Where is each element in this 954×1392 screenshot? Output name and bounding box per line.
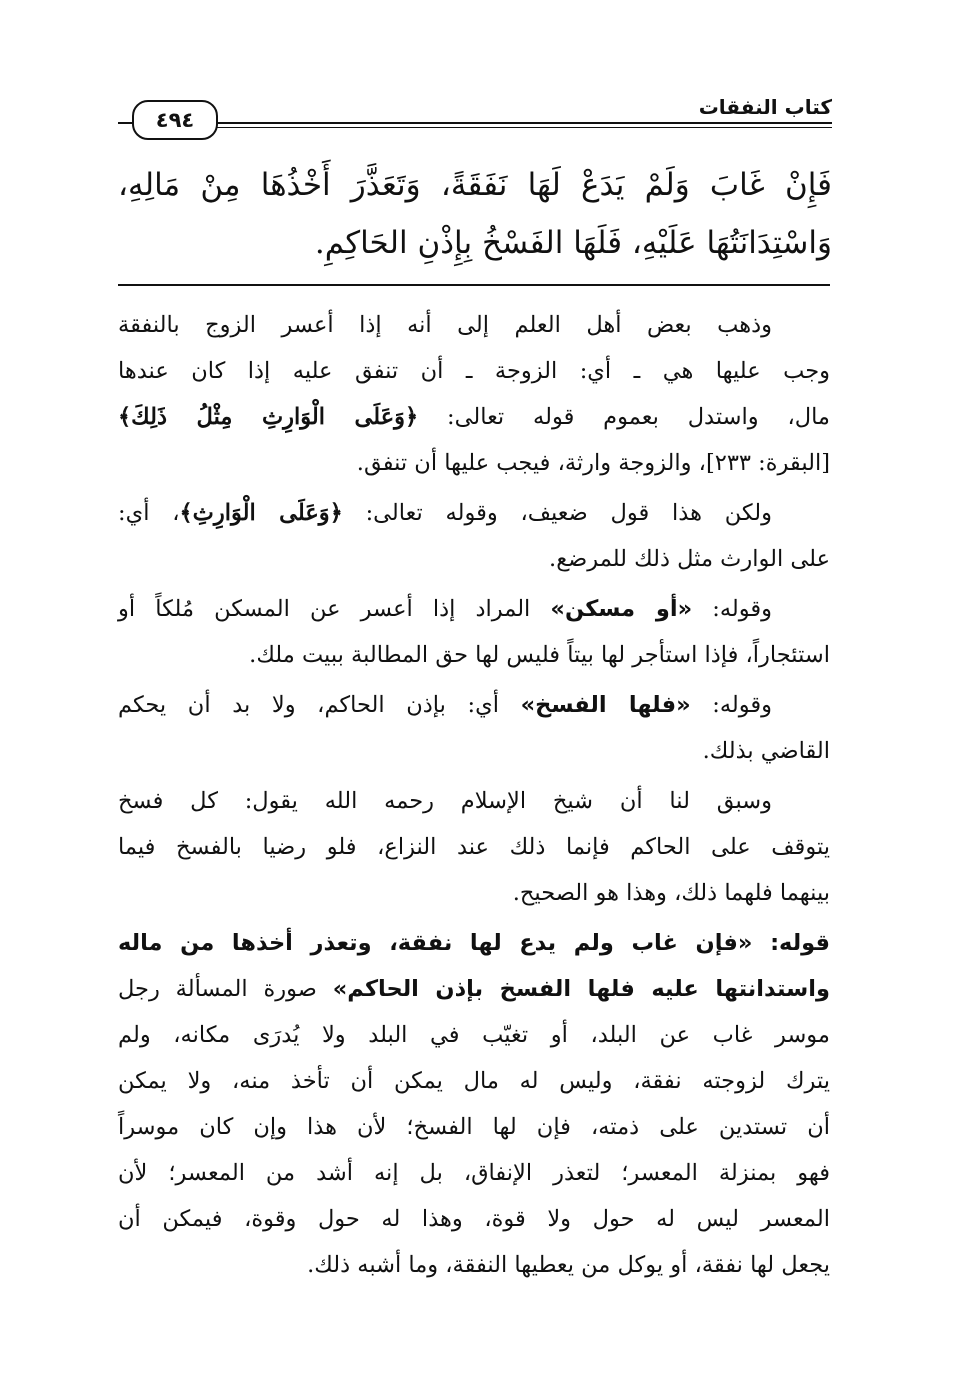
quoted-matn: «فإن غاب ولم يدع لها نفقة، وتعذر أخذها من ماله [118, 930, 771, 956]
matn-text [118, 156, 832, 272]
header-rule-top [202, 122, 832, 124]
paragraph [118, 682, 830, 774]
text-line [118, 920, 830, 966]
text-line: المعسر ليس له حول ولا قوة، وهذا له حول وقوة، فيمكن أن [118, 1206, 830, 1232]
header-rule-bottom [202, 127, 832, 128]
running-header [118, 95, 832, 152]
header-rule-left [118, 122, 132, 124]
paragraph [118, 302, 830, 486]
text-run: صورة المسألة رجل [118, 976, 333, 1002]
paragraph [118, 586, 830, 678]
quoted-term: «أو مسكن» [550, 596, 693, 622]
commentary [118, 302, 830, 1292]
text-run: ولكن هذا قول ضعيف، وقوله تعالى: [342, 500, 772, 526]
text-line: موسر غاب عن البلد، أو تغيّب في البلد ولا يُدرَى مكانه، ولم [118, 1022, 830, 1048]
text-line [118, 682, 830, 728]
paragraph [118, 920, 830, 1288]
qawluhu-label: قوله: [770, 930, 830, 956]
quran-verse: ﴿وَعَلَى الْوَارِثِ﴾ [179, 500, 343, 526]
matn-separator [118, 284, 830, 286]
quoted-matn: واستدانتها عليه فلها الفسخ بإذن الحاكم» [332, 976, 830, 1002]
text-line [118, 586, 830, 632]
quoted-term: «فلها الفسخ» [520, 692, 691, 718]
paragraph [118, 778, 830, 916]
text-line: وذهب بعض أهل العلم إلى أنه إذا أعسر الزوج بالنفقة [118, 312, 772, 338]
text-run: وقوله: [690, 692, 772, 718]
page-number: ٤٩٤ [132, 100, 218, 140]
text-line: يجعل لها نفقة، أو يوكل من يعطيها النفقة، وما أشبه ذلك. [307, 1252, 830, 1278]
text-line: وجب عليها هي ـ أي: الزوجة ـ أن تنفق عليه إذا كان عندها [118, 358, 830, 384]
matn-line: فَإِنْ غَابَ وَلَمْ يَدَعْ لَهَا نَفَقَةً، وَتَعَذَّرَ أَخْذُهَا مِنْ مَالِهِ، [118, 167, 832, 203]
text-run: ، أي: [118, 500, 180, 526]
matn-line: وَاسْتِدَانَتُهَا عَلَيْهِ، فَلَهَا الفَسْخُ بِإِذْنِ الحَاكِمِ. [314, 225, 832, 261]
paragraph [118, 490, 830, 582]
text-line: يتوقف على الحاكم فإنما ذلك عند النزاع، فلو رضيا بالفسخ فيما [118, 834, 830, 860]
text-line: [البقرة: ٢٣٣]، والزوجة وارثة، فيجب عليها أن تنفق. [356, 450, 830, 476]
text-run: وقوله: [692, 596, 772, 622]
text-line: أن تستدين على ذمته، فإن لها الفسخ؛ لأن هذا وإن كان موسراً [118, 1114, 830, 1140]
book-title: كتاب النفقات [698, 95, 832, 119]
text-line: يترك لزوجته نفقة، وليس له مال يمكن أن تأخذ منه، ولا يمكن [118, 1068, 830, 1094]
text-run: مال، واستدل بعموم قوله تعالى: [418, 404, 830, 430]
text-line: وسبق لنا أن شيخ الإسلام رحمه الله يقول: كل فسخ [118, 788, 772, 814]
text-line: بينهما فلهما ذلك، وهذا هو الصحيح. [512, 880, 830, 906]
text-line: على الوارث مثل ذلك للمرضع. [549, 546, 830, 572]
text-line [118, 966, 830, 1012]
text-line [118, 394, 830, 440]
text-run: أي: بإذن الحاكم، ولا بد أن يحكم [118, 692, 521, 718]
text-line: فهو بمنزلة المعسر؛ لتعذر الإنفاق، بل إنه أشد من المعسر؛ لأن [118, 1160, 830, 1186]
quran-verse: ﴿وَعَلَى الْوَارِثِ مِثْلُ ذَلِكَ﴾ [118, 404, 419, 430]
text-line: استئجاراً، فإذا استأجر لها بيتاً فليس لها حق المطالبة ببيت ملك. [249, 642, 830, 668]
text-line: القاضي بذلك. [702, 738, 830, 764]
text-run: المراد إذا أعسر عن المسكن مُلكاً أو [118, 596, 551, 622]
text-line [118, 490, 830, 536]
